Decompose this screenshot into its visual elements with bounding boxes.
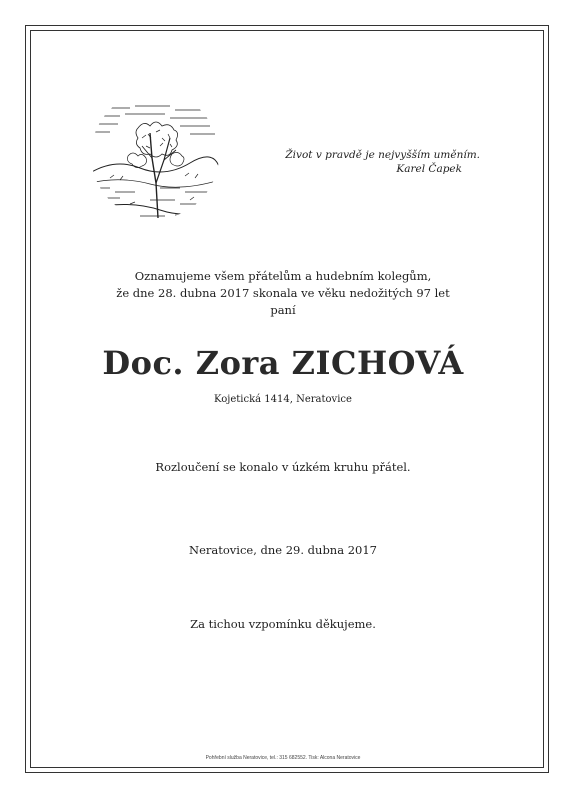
farewell-text: Rozloučení se konalo v úzkém kruhu přátel. bbox=[155, 460, 411, 474]
deceased-address: Kojetická 1414, Neratovice bbox=[214, 394, 352, 405]
thanks-text: Za tichou vzpomínku děkujeme. bbox=[190, 617, 376, 631]
place-date: Neratovice, dne 29. dubna 2017 bbox=[189, 543, 377, 557]
quote-author: Karel Čapek bbox=[396, 163, 462, 175]
deceased-name: Doc. Zora ZICHOVÁ bbox=[102, 344, 464, 382]
quote-block bbox=[260, 148, 480, 176]
tree-landscape-illustration bbox=[90, 88, 220, 223]
announcement bbox=[60, 268, 506, 319]
announcement-line-3: paní bbox=[270, 303, 296, 317]
quote-text: Život v pravdě je nejvyšším uměním. bbox=[285, 149, 480, 161]
footer-imprint: Pohřební služba Neratovice, tel.: 315 682552. Tisk: Alcona Neratovice bbox=[205, 755, 361, 761]
announcement-line-2: že dne 28. dubna 2017 skonala ve věku nedožitých 97 let bbox=[116, 286, 450, 300]
announcement-line-1: Oznamujeme všem přátelům a hudebním kolegům, bbox=[134, 269, 432, 283]
